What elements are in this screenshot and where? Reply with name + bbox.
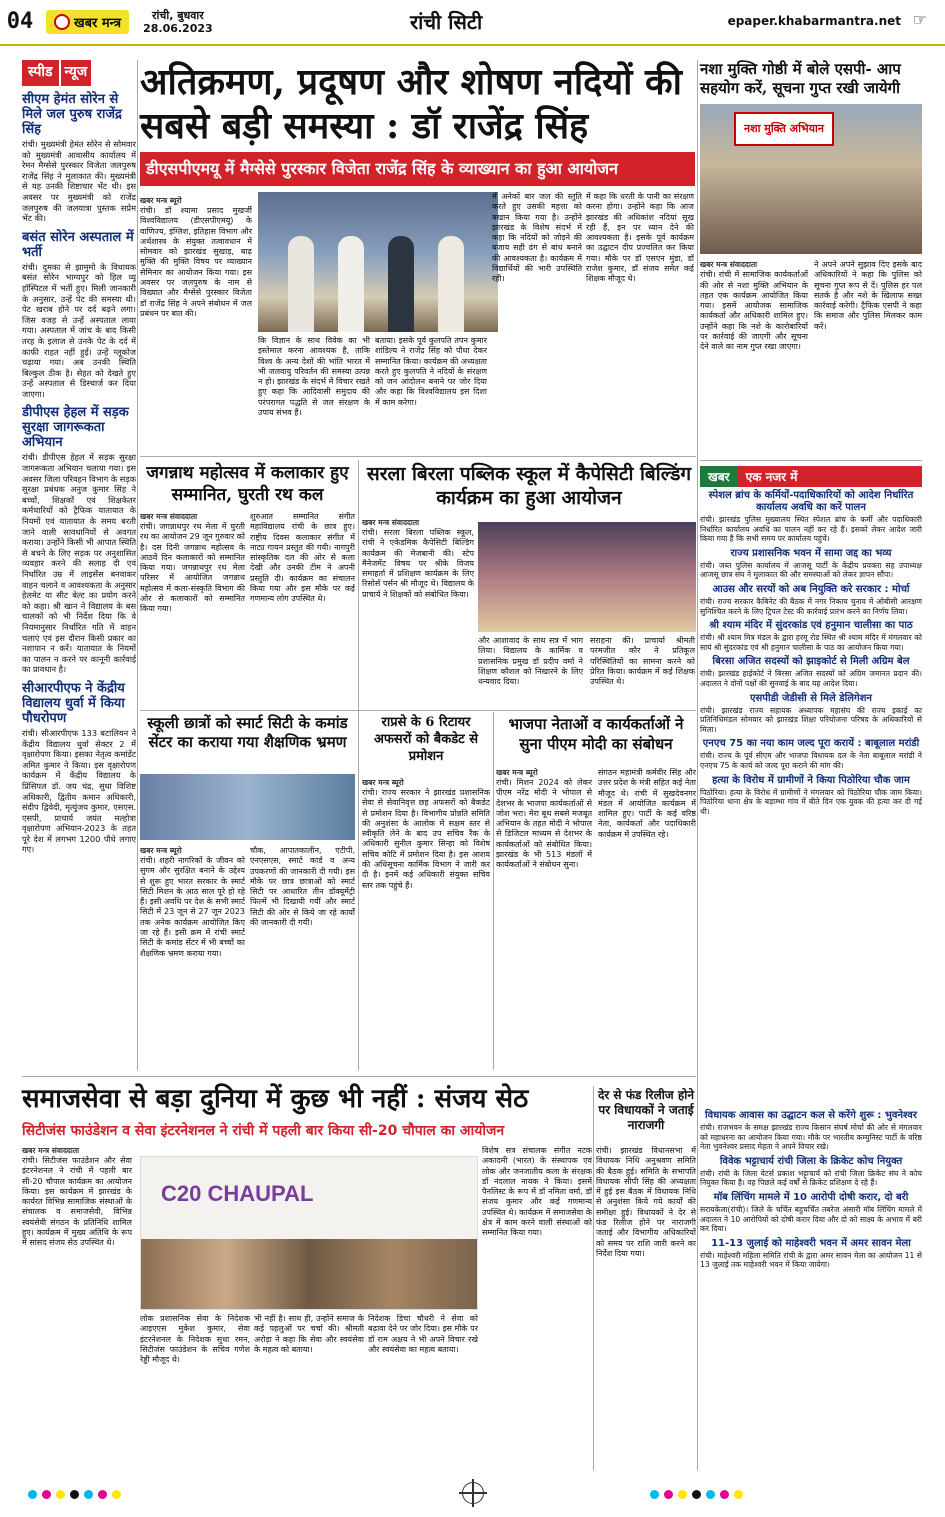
ek-nazar-tag [700, 466, 922, 486]
brief-body: रांची। श्री श्याम मित्र मंडल के द्वारा हरमू रोड स्थित श्री श्याम मंदिर में मंगलवार को सायं श्री सुंदरकांड एवं श्री हनुमान चालीसा के पाठ का आयोजन किया गया। [700, 633, 922, 652]
brief-body: रांची। झारखंड पुलिस मुख्यालय स्थित स्पेशल ब्रांच के कर्मी और पदाधिकारी निर्धारित कार्यालय अवधि का पालन नहीं कर रहे हैं। इसको लेकर आदेश जारी किया गया है कि सभी समय पर कार्यालय पहुंचें। [700, 515, 922, 544]
lead-photo [258, 192, 498, 332]
brief-head: विवेक भट्टाचार्य रांची जिला के क्रिकेट कोच नियुक्त [719, 1155, 903, 1167]
color-registration-dots [650, 1490, 743, 1499]
story-headline: सरला बिरला पब्लिक स्कूल में कैपेसिटी बिल्डिंग कार्यक्रम का हुआ आयोजन [366, 463, 692, 509]
speed-tag-a: स्पीड [22, 60, 59, 86]
article-text: रांची। जगन्नाथपुर रथ मेला में घुरती रथ का आयोजन 29 जून गुरुवार को है। दस दिनी जगन्नाथ महोत्सव के आठवें दिन कलाकारों को सम्मानित किया गया। जगन्नाथपुर रथ मेला परिसर में आयोजित जगन्नाथ महोत्सव में कला-संस्कृति विभाग की ओर से कलाकारों को सम्मानित किया गया। [140, 522, 245, 614]
story-column [140, 846, 245, 1068]
registration-mark-icon [462, 1482, 484, 1504]
lead-column [375, 336, 487, 446]
story-headline: नशा मुक्ति गोष्ठी में बोले एसपी- आप सहयोग करें, सूचना गुप्त रखी जायेगी [700, 60, 901, 97]
city-day: रांची, बुधवार [152, 9, 204, 22]
article-text: रांची। राज्य सरकार ने झारखंड प्रशासनिक सेवा से सेवानिवृत्त छह अफसरों को बैकडेट से प्रमोशन दिया है। विभागीय प्रोन्नति समिति की अनुशंसा के आलोक में सक्षम स्तर से स्वीकृति लेने के बाद उप सचिव रैंक के अधिकारी सुनील कुमार सिन्हा को विशेष सचिव कोटि में प्रमोशन दिया है। इस आशय की अधिसूचना कार्मिक विभाग ने जारी कर दी है। इनमें कई अधिकारी संयुक्त सचिव स्तर तक पहुंचे हैं। [362, 788, 490, 890]
story-column [596, 1146, 696, 1464]
speed-item-head: बसंत सोरेन अस्पताल में भर्ती [22, 229, 134, 260]
brief-body: सरायकेला(रांची)। जिले के चर्चित बहुचर्चित तबरेज अंसारी मॉब लिंचिंग मामले में अदालत ने 10 आरोपियों को दोषी करार दिया और दो को साक्ष्य के अभाव में बरी कर दिया। [700, 1204, 922, 1234]
story-column [598, 768, 696, 1068]
story-column [496, 768, 592, 1068]
brief-head: मॉब लिंचिंग मामले में 10 आरोपी दोषी करार, दो बरी [713, 1191, 909, 1203]
photo-person [388, 236, 414, 332]
brief-body: पिठोरिया। हत्या के विरोध में ग्रामीणों ने मंगलवार को पिठोरिया चौक जाम किया। पिठोरिया थाना क्षेत्र के बड़ाम्भा गांव में बीते दिन एक युवक की हत्या कर दी गई थी। [700, 787, 922, 816]
article-text: और आशावाद के साथ सत्र में भाग लिया। विद्यालय के कार्मिक व प्रशासनिक प्रमुख डॉ प्रदीप वर्मा ने शिक्षण कौशल को निखारने के लिए धन्यवाद दिया। [478, 636, 583, 687]
lead-column [140, 196, 252, 446]
speed-item-head: सीएम हेमंत सोरेन से मिले जल पुरुष राजेंद्र सिंह [22, 92, 122, 137]
brand-logo-icon [54, 14, 70, 30]
column-rule [137, 60, 138, 1070]
color-dot [84, 1490, 93, 1499]
brief-head: राज्य प्रशासनिक भवन में सामा जद्द का भव्य [730, 547, 892, 559]
story-photo [140, 1156, 478, 1310]
nasha-mukti-story [700, 60, 922, 430]
brief-head: स्पेशल ब्रांच के कर्मियों-पदाधिकारियों को आदेश निर्धारित कार्यालय अवधि का करें पालन [708, 490, 914, 513]
brief-head: एनएच 75 का नया काम जल्द पूरा करायें : बाबूलाल मरांडी [702, 738, 920, 750]
lead-column [586, 192, 694, 446]
story-headline: राप्रसे के 6 रिटायर अफसरों को बैकडेट से प्रमोशन [373, 715, 479, 764]
story-photo [478, 522, 696, 632]
color-registration-dots [28, 1490, 121, 1499]
article-text: कि विज्ञान के साथ विवेक का भी इस्तेमाल करना आवश्यक है, ताकि विश्व के अन्य देशों की भांति भारत में भी जलवायु परिवर्तन की समस्या उत्पन्न न हो। झारखंड के संदर्भ में विचार रखते हुए कहा कि आदिवासी समुदाय की परंपरागत पद्धति से जल संरक्षण के उपाय संभव हैं। [258, 336, 370, 418]
brand-name: खबर मन्त्र [74, 16, 122, 31]
story-columns [700, 260, 922, 430]
story-headline: जगन्नाथ महोत्सव में कलाकार हुए सम्मानित, घुरती रथ कल [146, 463, 349, 505]
brief-head: 11-13 जुलाई को माहेश्वरी भवन में अमर सावन मेला [711, 1237, 911, 1249]
color-dot [720, 1490, 729, 1499]
byline: खबर मन्त्र ब्यूरो [140, 846, 182, 855]
article-text: चौक, आपातकालीन, एटीपी, एनएसएस, स्मार्ट कार्ड व अन्य उपकरणों की जानकारी दी गयी। इस मौके पर छात्र छात्राओं को स्मार्ट सिटी पर आधारित तीन डॉक्यूमेंट्री फिल्में भी दिखायी गयीं और स्मार्ट सिटी की ओर से किये जा रहे कार्यों की जानकारी दी गयी। [250, 846, 355, 928]
brief-body: रांची। माहेश्वरी महिला समिति रांची के द्वारा अमर सावन मेला का आयोजन 11 से 13 जुलाई तक माहेश्वरी भवन में किया जायेगा। [700, 1250, 922, 1270]
hand-pointer-icon: ☞ [912, 10, 927, 29]
byline: खबर मन्त्र संवाददाता [140, 512, 198, 521]
column-rule [593, 1086, 594, 1470]
ek-nazar-column [700, 466, 922, 1106]
photo-banner: नशा मुक्ति अभियान [734, 112, 834, 146]
byline: खबर मन्त्र संवाददाता [700, 260, 758, 269]
dateline [143, 9, 213, 35]
byline: खबर मन्त्र संवाददाता [22, 1146, 80, 1155]
row-rule [140, 456, 696, 457]
article-text: सराहना की। प्राचार्या श्रीमती परमजीत कौर ने प्रतिकूल परिस्थितियों का सामना करने को प्रेरित किया। कार्यक्रम में कई शिक्षक उपस्थित थे। [590, 636, 695, 687]
article-text: रांची। मिशन 2024 को लेकर पीएम नरेंद्र मोदी ने भोपाल से देशभर के भाजपा कार्यकर्ताओं से जोश भरा। मेरा बूथ सबसे मजबूत अभियान के तहत मोदी ने भोपाल से डिजिटल माध्यम से देशभर के कार्यकर्ताओं को संबोधित किया। झारखंड के भी 513 मंडलों में कार्यकर्ताओं ने संबोधन सुना। [496, 778, 592, 870]
color-dot [678, 1490, 687, 1499]
article-text: विशेष सत्र संचालक संगीत नटक अकादमी (भारत) के संस्थापक एवं लोक और जनजातीय कला के संरक्षक डॉ नंदलाल नायक ने किया। इसमें पैनलिस्ट के रूप में डॉ नमिता वर्मा, डॉ संजय कुमार और कई गणमान्य उपस्थित थे। कार्यक्रम में समाजसेवा के क्षेत्र में काम करने वाली संस्थाओं को सम्मानित किया गया। [482, 1146, 592, 1238]
article-text: रांची। सरला बिरला पब्लिक स्कूल, रांची ने एकेडमिक कैपेसिटी बिल्डिंग कार्यक्रम की मेजबानी की। स्टेप मैनेजमेंट विषय पर श्रीके विजय समाहर्ता में प्रशिक्षण कार्यक्रम के लिए रिसोर्स पर्सन श्री मौजूद थे। विद्यालय के प्राचार्य ने शिक्षकों को संबोधित किया। [362, 528, 474, 599]
brief-body: रांची। राज्य सरकार कैबिनेट की बैठक में नगर निकाय चुनाव में ओबीसी आरक्षण सुनिश्चित करने के लिए ट्रिपल टेस्ट की कार्रवाई प्रारंभ करने का निर्णय लिया। [700, 596, 922, 616]
article-text: भी नहीं है। साथ ही, उन्होंने समाज के कई पहलुओं पर चर्चा की। श्रीमती अरोड़ा ने कहा कि सेवा और स्वयंसेवा के महत्व को बताया। [254, 1314, 364, 1354]
byline: खबर मन्त्र संवाददाता [362, 518, 420, 527]
story-column [254, 1314, 364, 1464]
story-headline: भाजपा नेताओं व कार्यकर्ताओं ने सुना पीएम मोदी का संबोधन [508, 715, 684, 753]
byline: खबर मन्त्र ब्यूरो [496, 768, 538, 777]
story-column [590, 636, 695, 706]
article-text: रांची। शहरी नागरिकों के जीवन को सुगम और सुरक्षित बनाने के उद्देश्य से शुरू हुए भारत सरकार के स्मार्ट सिटी मिशन के आठ साल पूरे हो रहे हैं। इसी अवधि पर देश के सभी स्मार्ट सिटी में 23 जून से 27 जून 2023 तक अनेक कार्यक्रम आयोजित किए जा रहे हैं। इसी क्रम में रांची स्मार्ट सिटी के कमांड सेंटर में भी बच्चों का शैक्षणिक भ्रमण कराया गया। [140, 856, 245, 958]
lead-column [492, 192, 582, 446]
story-column [140, 512, 245, 702]
photo-person [438, 236, 464, 332]
story-headline: स्कूली छात्रों को स्मार्ट सिटी के कमांड सेंटर का कराया गया शैक्षणिक भ्रमण [147, 714, 348, 751]
photo-people [141, 1239, 477, 1309]
story-column [362, 518, 474, 708]
article-text: शुरुआत सम्मानित संगीत महाविद्यालय रांची के छात्र हुए। राष्ट्रीय दिवस कलाकार संगीत में नाट्य गायन प्रस्तुत की गयी। नागपुरी सांस्कृतिक दल की ओर से कला देखी और उनकी टीम ने अपनी प्रस्तुति दी। कार्यक्रम का संचालन किया गया और इस मौके पर कई गणमान्य लोग उपस्थित थे। [250, 512, 355, 604]
byline: खबर मन्त्र ब्यूरो [140, 196, 182, 205]
nazar-tag-b: एक नजर में [738, 466, 922, 487]
row-rule [22, 1076, 696, 1077]
color-dot [664, 1490, 673, 1499]
article-text: रांची। रांची में सामाजिक कार्यकर्ताओं की ओर से नशा मुक्ति अभियान के तहत एक कार्यक्रम आयोजित किया गया। इसमें आयोजक सामाजिक कार्यकर्ता और अधिकारी शामिल हुए। उन्होंने कहा कि नशे के कारोबारियों पर कार्रवाई की जाएगी और सूचना देने वाले का नाम गुप्त रखा जाएगा। [700, 270, 808, 352]
color-dot [70, 1490, 79, 1499]
brief-body: रांची। राज्य के पूर्व सीएम और भाजपा विधायक दल के नेता बाबूलाल मरांडी ने एनएच 75 के कार्य को जल्द पूरा कराने की मांग की। [700, 751, 922, 770]
photo-banner: C20 CHAUPAL [161, 1181, 314, 1206]
row-rule [140, 710, 696, 711]
story-photo [700, 104, 922, 254]
brief-body: रांची। राजभवन के समक्ष झारखंड राज्य किसान संघर्ष मोर्चा की ओर से मंगलवार को महाधरना का आयोजन किया गया। मौके पर भारतीय कम्युनिस्ट पार्टी के वरिष्ठ नेता भुवनेश्वर प्रसाद मेहता ने अपने विचार रखे। [700, 1123, 922, 1152]
speed-item-body: रांची। मुख्यमंत्री हेमंत सोरेन से सोमवार को मुख्यमंत्री आवासीय कार्यालय में रेमन मैग्सेसे पुरस्कार विजेता जलपुरुष राजेंद्र सिंह ने मुलाकात की। मुख्यमंत्री से यह उनकी शिष्टाचार भेंट थी। इस अवसर पर मुख्यमंत्री को राजेंद्र जलपुरुष की जलयात्रा पुस्तक सप्रेम भेंट की। [22, 139, 136, 224]
article-text: रांची। सिटीजंस फाउंडेशन और सेवा इंटरनेशनल ने रांची में पहली बार सी-20 चौपाल कार्यक्रम का आयोजन किया। इस कार्यक्रम में झारखंड के कार्यरत विभिन्न सामाजिक संस्थाओं के संचालक व समाजसेवी, विभिन्न स्वयंसेवी संगठन के प्रतिनिधि शामिल हुए। कार्यक्रम में मुख्य अतिथि के रूप में सांसद संजय सेठ उपस्थित थे। [22, 1156, 132, 1248]
speed-item-body: रांची। डीपीएस हेहल में सड़क सुरक्षा जागरूकता अभियान चलाया गया। इस अवसर जिला परिवहन विभाग के सड़क सुरक्षा प्रबंधक अनुज कुमार सिंह ने बच्चों, शिक्षकों एवं शिक्षकेतर कर्मचारियों को ट्रैफिक यातायात के नियमों एवं यातायात के समय बरती जाने वाली सावधानियों से अवगत कराया। उन्होंने किसी भी आपात स्थिति से बचने के लिए सड़क पर अनुशासित व्यवहार करने की सलाह दी एवं निर्धारित उम्र में लाइसेंस बनवाकर वाहन चलाने व आवश्यकता के अनुसार हेलमेट या सीट बेल्ट का प्रयोग करने को कहा। श्री खान ने विद्यालय के बस चालकों को भी निर्देश दिया कि वे नियमानुसार निर्धारित गति में वाहन चलाएं एवं इस दौरान किसी प्रकार का नशापान न करें। यातायात के नियमों का पालन न करने पर कानूनी कार्रवाई का प्रावधान है। [22, 452, 136, 675]
article-text: रांची। झारखंड विधानसभा में विधायक निधि अनुश्रवण समिति की बैठक हुई। समिति के सभापति विधायक सीपी सिंह की अध्यक्षता में हुई इस बैठक में विधायक निधि से अनुशंसा किये गये कार्यों की समीक्षा हुई। विधायकों ने देर से फंड रिलीज होने पर नाराजगी जताई और विभागीय अधिकारियों को समय पर राशि जारी करने का निर्देश दिया गया। [596, 1146, 696, 1258]
brief-head: बिरसा अजित सदस्यों को झाइकोर्ट से मिली अग्रिम बेल [712, 656, 910, 668]
column-rule [697, 60, 698, 1470]
brief-head: श्री श्याम मंदिर में सुंदरकांड एवं हनुमान चालीसा का पाठ [709, 620, 913, 632]
column-rule [358, 460, 359, 1070]
speed-item-head: डीपीएस हेहल में सड़क सुरक्षा जागरूकता अभियान [22, 405, 129, 451]
story-column [368, 1314, 478, 1464]
color-dot [650, 1490, 659, 1499]
article-text: लोक प्रशासनिक सेवा के निदेशक आइएएस मुकेश कुमार, सेवा इंटरनेशनल के निदेशक सुधा रमन, सिटीजंस फाउंडेशन के सचिव गणेश रेड्डी मौजूद थे। [140, 1314, 250, 1365]
color-dot [734, 1490, 743, 1499]
brief-body: रांची। झारखंड हाईकोर्ट ने बिरसा अजित सदस्यों को अग्रिम जमानत प्रदान की। अदालत ने दोनों पक्षों की सुनवाई के बाद यह आदेश दिया। [700, 669, 922, 688]
brief-head: हत्या के विरोध में ग्रामीणों ने किया पिठोरिया चौक जाम [712, 774, 910, 786]
column-rule [493, 712, 494, 1070]
color-dot [706, 1490, 715, 1499]
photo-person [288, 236, 314, 332]
brief-body: रांची। रांची के जिला वेटर्स प्रकाश भट्टाचार्य को रांची जिला क्रिकेट संघ ने कोच नियुक्त किया है। वह पिछले कई वर्षों से क्रिकेट प्रशिक्षण दे रहे हैं। [700, 1168, 922, 1188]
color-dot [28, 1490, 37, 1499]
row-rule [700, 460, 922, 461]
color-dot [98, 1490, 107, 1499]
date: 28.06.2023 [143, 22, 213, 35]
lead-column [258, 336, 370, 446]
article-text [700, 260, 808, 430]
section-name: रांची सिटी [410, 10, 483, 34]
story-photo [140, 774, 355, 840]
article-text: निदेशक डिचा चौधरी ने सेवा को बढ़ावा देने पर जोर दिया। इस मौके पर डॉ राम अक्षय ने भी अपने विचार रखे और स्वयंसेवा का महत्व बताया। [368, 1314, 478, 1354]
color-dot [112, 1490, 121, 1499]
speed-item-body: रांची। दुमका से झामुमो के विधायक बसंत सोरेन भाग्यपुर को हिल व्यू हॉस्पिटल में भर्ती हुए। मिली जानकारी के अनुसार, उन्हें पेट की समस्या थी। पेट खराब होने पर दर्द बढ़ने लगा। जिस वजह से उन्हें अस्पताल लाया गया। अस्पताल में जांच के बाद किसी तरह के इलाज से उनके पेट के दर्द में काफी राहत नहीं हुई। उन्हें ग्लूकोज चढ़ाया गया। अब उनकी स्थिति बिल्कुल ठीक है। सेहत को देखते हुए उन्हें अस्पताल से डिस्चार्ज कर दिया जाएगा। [22, 261, 136, 399]
print-footer [0, 1474, 945, 1517]
speed-tag-b: न्यूज [59, 60, 92, 86]
story-column [140, 1314, 250, 1464]
brand-logo-box [46, 10, 129, 34]
story-column [250, 846, 355, 1068]
speed-news-tag [22, 60, 136, 86]
brief-head: आउस और सरयों को अब नियुक्ति करे सरकार : मोर्चा [712, 583, 910, 595]
story-subheadline: सिटीजंस फाउंडेशन व सेवा इंटरनेशनल ने रांची में पहली बार किया सी-20 चौपाल का आयोजन [22, 1123, 505, 1139]
nazar-tag-a: खबर [700, 466, 738, 487]
article-text: ने अपने अपने सुझाव दिए इसके बाद अधिकारियों ने कहा कि पुलिस को सूचना गुप्त रूप से दें। पुलिस हर पल सतर्क है और नशे के खिलाफ सख्त कार्रवाई करेगी। ट्रैफिक एसपी ने कहा कि समाज और पुलिस मिलकर काम करें। [814, 260, 922, 331]
lead-subheadline: डीएसपीएमयू में मैग्सेसे पुरस्कार विजेता राजेंद्र सिंह के व्याख्यान का हुआ आयोजन [140, 152, 695, 186]
brief-head: एसपीडी जेडीसी से मिले डेलिगेशन [750, 692, 872, 704]
article-text: में कहा कि धरती के पानी का संरक्षण करना होगा। उन्होंने कहा कि आज झारखंड की अधिकांश नदियां सूख रही हैं, इन पर ध्यान देने की आवश्यकता है। इसके पूर्व कार्यक्रम का उद्घाटन दीप प्रज्वलित कर किया गया। मौके पर डॉ एसएन मुंडा, डॉ राजेश कुमार, डॉ संजय समेत कई शिक्षक मौजूद थे। [586, 192, 694, 284]
color-dot [56, 1490, 65, 1499]
article-text: बताया। इसके पूर्व कुलपति तपन कुमार शांडिल्य ने राजेंद्र सिंह को पौधा देकर सम्मानित किया। कार्यक्रम की अध्यक्षता करते हुए कुलपति ने नदियों के संरक्षण को जन आंदोलन बनाने पर जोर दिया और कहा कि विश्वविद्यालय इस दिशा में काम करेगा। [375, 336, 487, 407]
story-headline: समाजसेवा से बड़ा दुनिया में कुछ भी नहीं : संजय सेठ [22, 1084, 529, 1114]
story-headline: देर से फंड रिलीज होने पर विधायकों ने जताई नाराजगी [597, 1088, 695, 1132]
story-column [362, 778, 490, 1068]
brief-body: रांची। झारखंड राज्य सहायक अध्यापक महासंघ की राज्य इकाई का प्रतिनिधिमंडल सोमवार को झारखंड शिक्षा परियोजना परिषद के अधिकारियों से मिला। [700, 705, 922, 734]
website-link[interactable]: epaper.khabarmantra.net [727, 14, 901, 28]
article-text: रांची। डॉ श्यामा प्रसाद मुखर्जी विश्वविद्यालय (डीएसपीएमयू) के वाणिज्य, इंग्लिश, इतिहास विभाग और अर्थशास्त्र के संयुक्त तत्वावधान में सोमवार को झारखंड सुखाड़, बाढ़ मुक्ति की मुक्ति विषय पर व्याख्यान सेमिनार का आयोजन किया गया। इस अवसर पर जलपुरुष के नाम से विख्यात और मैग्सेसे पुरस्कार विजेता डॉ राजेंद्र सिंह ने अपने संबोधन में जल प्रबंधन पर बात की। [140, 206, 252, 318]
speed-item-body: रांची। सीआरपीएफ 133 बटालियन ने केंद्रीय विद्यालय धुर्वा सेक्टर 2 में वृक्षारोपण किया। इसका नेतृत्व कमांडेंट अमित कुमार ने किया। इस वृक्षारोपण कार्यक्रम में केंद्रीय विद्यालय के प्रिंसिपल डॉ. जय चंद्र, सुधा विशिष्ट अधिकारी, द्वितीय कमान अधिकारी, संदीप द्विवेदी, मृत्युंजय कुमार, एसएस. एसपी, प्राचार्य जयंत मल्होत्रा वृक्षारोपण अभियान-2023 के तहत पूरे देश में लगभग 1200 पौधे लगाए गए। [22, 727, 136, 855]
story-column [478, 636, 583, 706]
color-dot [692, 1490, 701, 1499]
story-column [250, 512, 355, 702]
page-number: 04 [6, 9, 34, 34]
color-dot [42, 1490, 51, 1499]
article-text: संगठन महामंत्री कर्मवीर सिंह और उत्तर प्रदेश के मंत्री सहित कई नेता मौजूद थे। रांची में सुखदेवनगर मंडल में आयोजित कार्यक्रम में शामिल हुए। पार्टी के कई वरिष्ठ नेता, कार्यकर्ता और पदाधिकारी कार्यक्रम में उपस्थित रहे। [598, 768, 696, 839]
masthead [0, 0, 945, 46]
brief-head: विधायक आवास का उद्घाटन कल से करेंगे शुरू : भुवनेश्वर [705, 1110, 917, 1121]
lead-headline: अतिक्रमण, प्रदूषण और शोषण नदियों की सबसे बड़ी समस्या : डॉ राजेंद्र सिंह [140, 61, 682, 147]
photo-person [338, 236, 364, 332]
story-column [482, 1146, 592, 1464]
brief-body: रांची। जब्त पुलिस कार्यालय में आजसू पार्टी के केंद्रीय प्रवक्ता सह उपाध्यक्ष आजसू छात्र संघ ने मुलाकात की और समस्याओं को लेकर ज्ञापन सौंपा। [700, 560, 922, 580]
byline: खबर मन्त्र ब्यूरो [362, 778, 404, 787]
article-text: में अनेकों बार जल की स्तुति करते हुए उसकी महत्ता को बखान किया गया है। उन्होंने झारखंड के विशेष संदर्भ में कहा कि नदियों को जोड़ने की बजाय सही ढंग से बांध बनाने की आवश्यकता है। कार्यक्रम में विद्यार्थियों की भारी उपस्थिति रही। [492, 192, 582, 284]
story-column [22, 1146, 132, 1464]
speed-item-head: सीआरपीएफ ने केंद्रीय विद्यालय धुर्वा में किया पौधरोपण [22, 680, 125, 726]
briefs-column [700, 1106, 922, 1466]
speed-news-column [22, 60, 136, 1070]
